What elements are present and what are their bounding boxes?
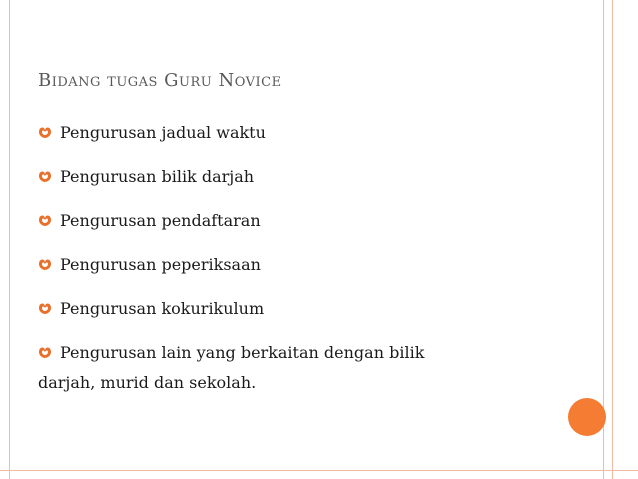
fleuron-bullet-icon: [38, 124, 52, 138]
fleuron-bullet-icon: [38, 256, 52, 270]
list-item: [38, 120, 558, 164]
list-item: [38, 208, 558, 252]
bullet-text-continuation: darjah, murid dan sekolah.: [38, 373, 257, 392]
slide-title: Bidang tugas Guru Novice: [38, 70, 282, 91]
fleuron-bullet-icon: [38, 168, 52, 182]
bullet-text: Pengurusan pendaftaran: [60, 211, 261, 230]
bullet-text: Pengurusan jadual waktu: [60, 123, 266, 142]
frame-line-right-outer: [612, 0, 613, 479]
list-item: [38, 252, 558, 296]
fleuron-bullet-icon: [38, 344, 52, 358]
list-item: [38, 296, 558, 340]
bullet-text: Pengurusan bilik darjah: [60, 167, 255, 186]
bullet-list: [38, 120, 558, 396]
frame-line-bottom: [0, 470, 638, 471]
fleuron-bullet-icon: [38, 300, 52, 314]
bullet-text: Pengurusan kokurikulum: [60, 299, 265, 318]
bullet-text: Pengurusan lain yang berkaitan dengan bilik: [60, 343, 425, 362]
list-item: [38, 164, 558, 208]
bullet-text: Pengurusan peperiksaan: [60, 255, 261, 274]
fleuron-bullet-icon: [38, 212, 52, 226]
frame-line-left: [9, 0, 10, 479]
list-item: [38, 340, 558, 396]
decorative-circle: [568, 398, 606, 436]
